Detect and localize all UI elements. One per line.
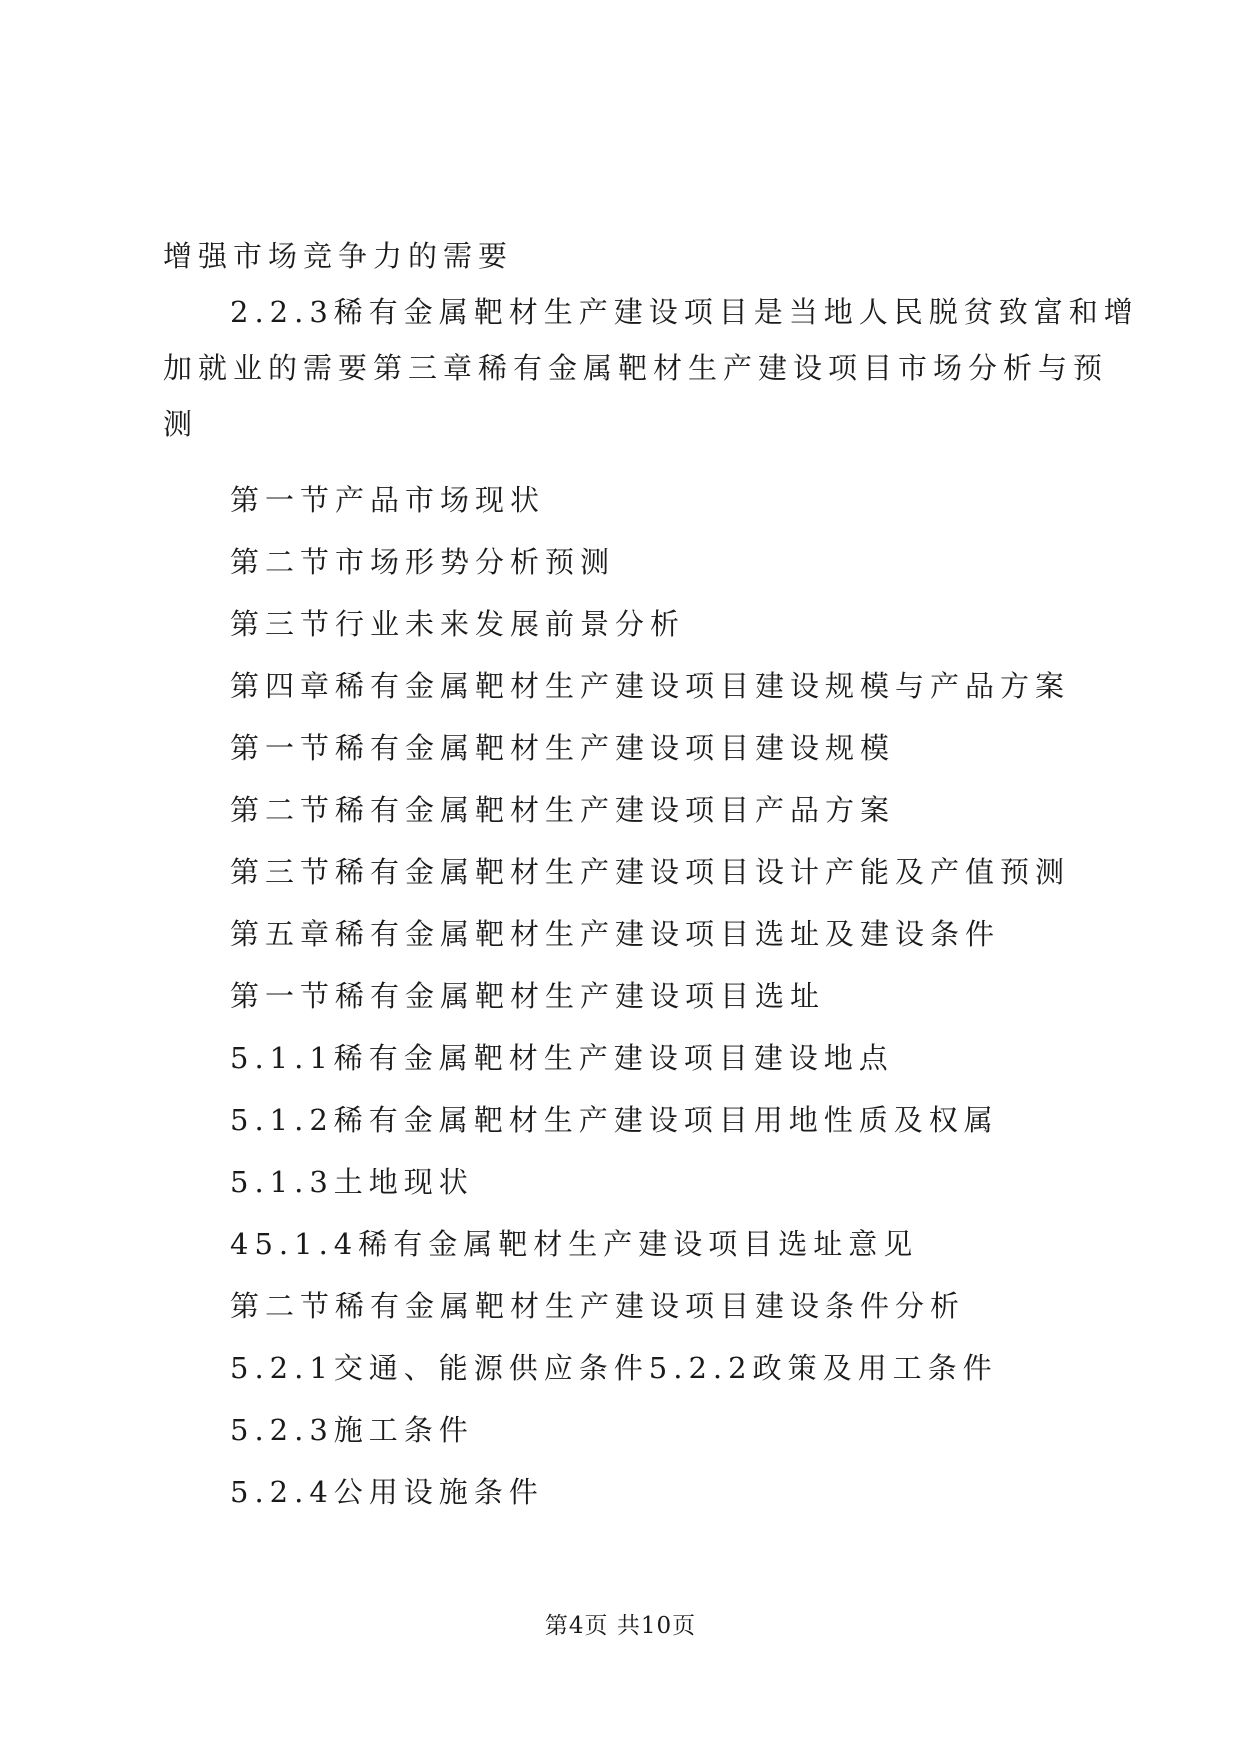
text-line: 测 — [163, 407, 199, 441]
text-line: 加就业的需要第三章稀有金属靶材生产建设项目市场分析与预 — [163, 351, 1109, 385]
text-line: 45.1.4稀有金属靶材生产建设项目选址意见 — [230, 1227, 919, 1261]
text-line: 5.2.4公用设施条件 — [230, 1475, 544, 1509]
text-line: 第二节市场形势分析预测 — [230, 545, 616, 579]
text-line: 第一节稀有金属靶材生产建设项目建设规模 — [230, 731, 896, 765]
text-line: 第五章稀有金属靶材生产建设项目选址及建设条件 — [230, 917, 1001, 951]
text-line: 第四章稀有金属靶材生产建设项目建设规模与产品方案 — [230, 669, 1071, 703]
page-number-footer: 第4页 共10页 — [544, 1613, 697, 1639]
text-line: 2.2.3稀有金属靶材生产建设项目是当地人民脱贫致富和增 — [230, 295, 1139, 329]
text-line: 第一节产品市场现状 — [230, 483, 546, 517]
text-line: 5.1.1稀有金属靶材生产建设项目建设地点 — [230, 1041, 894, 1075]
text-line: 5.2.3施工条件 — [230, 1413, 474, 1447]
text-line: 第三节行业未来发展前景分析 — [230, 607, 686, 641]
text-line: 第一节稀有金属靶材生产建设项目选址 — [230, 979, 826, 1013]
text-line: 5.1.3土地现状 — [230, 1165, 474, 1199]
text-line: 5.1.2稀有金属靶材生产建设项目用地性质及权属 — [230, 1103, 999, 1137]
text-line: 第二节稀有金属靶材生产建设项目建设条件分析 — [230, 1289, 966, 1323]
text-line: 5.2.1交通、能源供应条件5.2.2政策及用工条件 — [230, 1351, 998, 1385]
text-line: 第二节稀有金属靶材生产建设项目产品方案 — [230, 793, 896, 827]
text-line: 第三节稀有金属靶材生产建设项目设计产能及产值预测 — [230, 855, 1071, 889]
text-line: 增强市场竞争力的需要 — [163, 239, 514, 273]
